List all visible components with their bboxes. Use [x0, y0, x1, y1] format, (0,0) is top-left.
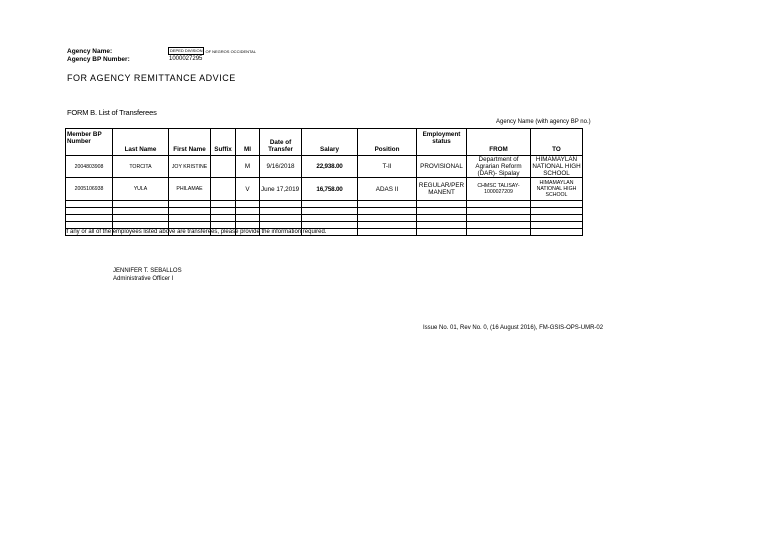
transferees-table — [65, 128, 583, 236]
col-first-name: First Name — [169, 129, 211, 156]
empty-row — [66, 201, 583, 208]
col-salary: Salary — [302, 129, 358, 156]
agency-name-value — [168, 47, 256, 55]
cell-suffix — [211, 156, 236, 178]
col-employment-status: Employment status — [417, 129, 467, 156]
cell-status: PROVISIONAL — [417, 156, 467, 178]
transferee-note: If any or all of the employees listed above are transferees, please provide the information required. — [65, 229, 327, 235]
col-suffix: Suffix — [211, 129, 236, 156]
cell-to: HIMAMAYLAN NATIONAL HIGH SCHOOL — [532, 156, 581, 177]
agency-name-note: Agency Name (with agency BP no.) — [496, 119, 591, 125]
col-last-name: Last Name — [113, 129, 169, 156]
empty-row — [66, 222, 583, 229]
form-footer: Issue No. 01, Rev No. 0, (16 August 2016), FM-GSIS-OPS-UMR-02 — [423, 325, 604, 331]
agency-name-boxed: DEPED DIVISION — [170, 48, 203, 53]
table-row — [66, 156, 583, 178]
cell-from: Department of Agrarian Reform (DAR)- Sipalay — [467, 156, 531, 178]
cell-position: T-II — [358, 156, 417, 178]
agency-bp-value: 1000027295 — [169, 56, 203, 62]
empty-row — [66, 208, 583, 215]
empty-row — [66, 215, 583, 222]
cell-salary: 22,938.00 — [302, 156, 358, 178]
col-from: FROM — [467, 129, 531, 156]
cell-last-name: YULA — [113, 178, 169, 201]
form-b-title: FORM B. List of Transferees — [67, 108, 157, 117]
page-title: FOR AGENCY REMITTANCE ADVICE — [67, 73, 236, 83]
signatory-name: JENNIFER T. SEBALLOS — [113, 268, 182, 274]
agency-bp-label: Agency BP Number: — [67, 56, 130, 63]
cell-last-name: TORCITA — [113, 156, 169, 178]
col-date-of-transfer: Date of Transfer — [260, 129, 302, 156]
cell-first-name: JOY KRISTINE — [169, 156, 211, 178]
cell-mi: V — [236, 178, 260, 201]
cell-status: REGULAR/PER MANENT — [417, 178, 467, 201]
cell-from: CHMSC TALISAY- 1000027209 — [467, 178, 531, 201]
signatory-position: Administrative Officer I — [113, 276, 174, 282]
table-header-row — [66, 129, 583, 156]
cell-to: HIMAMAYLAN NATIONAL HIGH SCHOOL — [531, 178, 583, 201]
cell-position: ADAS II — [358, 178, 417, 201]
col-member-bp: Member BP Number — [66, 129, 113, 156]
cell-suffix — [211, 178, 236, 201]
cell-mi: M — [236, 156, 260, 178]
col-to: TO — [531, 129, 583, 156]
cell-date: 9/16/2018 — [260, 156, 302, 178]
cell-first-name: PHILAMAE — [169, 178, 211, 201]
col-position: Position — [358, 129, 417, 156]
cell-bp: 2005106938 — [66, 178, 113, 201]
col-mi: MI — [236, 129, 260, 156]
cell-date: June 17,2019 — [260, 178, 302, 201]
agency-name-rest: OF NEGROS OCCIDENTAL — [205, 48, 257, 54]
table-row — [66, 178, 583, 201]
cell-salary: 16,758.00 — [302, 178, 358, 201]
agency-name-label: Agency Name: — [67, 48, 113, 55]
cell-bp: 2004803908 — [66, 156, 113, 178]
